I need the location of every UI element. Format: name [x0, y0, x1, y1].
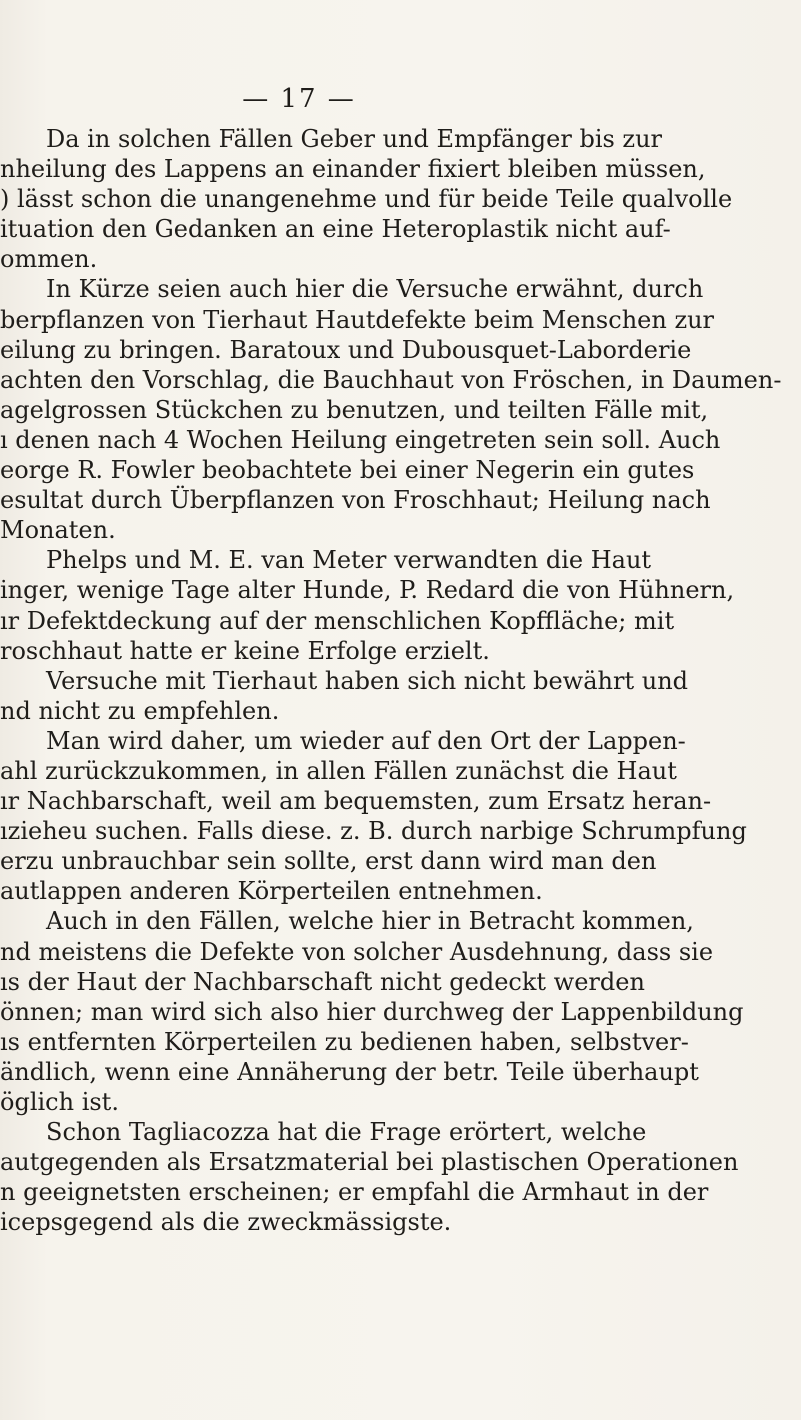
- text-line: ıs der Haut der Nachbarschaft nicht gedeckt werden: [0, 967, 645, 996]
- text-line: nheilung des Lappens an einander fixiert bleiben müssen,: [0, 155, 706, 184]
- text-line: In Kürze seien auch hier die Versuche erwähnt, durch: [46, 275, 704, 304]
- text-line: ır Nachbarschaft, weil am bequemsten, zum Ersatz heran-: [0, 787, 712, 816]
- text-line: eorge R. Fowler beobachtete bei einer Negerin ein gutes: [0, 456, 695, 485]
- text-line: ituation den Gedanken an eine Heteroplastik nicht auf-: [0, 215, 671, 244]
- text-line: autlappen anderen Körperteilen entnehmen.: [0, 877, 543, 906]
- text-line: öglich ist.: [0, 1088, 119, 1116]
- text-line: roschhaut hatte er keine Erfolge erzielt.: [0, 636, 490, 665]
- text-line: eilung zu bringen. Baratoux und Dubousquet-Laborderie: [0, 335, 692, 364]
- text-line: esultat durch Überpflanzen von Froschhaut; Heilung nach: [0, 486, 711, 515]
- text-line: nd nicht zu empfehlen.: [0, 696, 280, 725]
- text-line: ı denen nach 4 Wochen Heilung eingetreten sein soll. Auch: [0, 425, 721, 454]
- text-line: Man wird daher, um wieder auf den Ort der Lappen-: [46, 726, 686, 755]
- text-line: ) lässt schon die unangenehme und für beide Teile qualvolle: [0, 185, 733, 214]
- text-line: achten den Vorschlag, die Bauchhaut von Fröschen, in Daumen-: [0, 365, 782, 394]
- text-line: ır Defektdeckung auf der menschlichen Kopffläche; mit: [0, 606, 675, 635]
- body-text: [0, 124, 790, 1237]
- text-line: berpflanzen von Tierhaut Hautdefekte beim Menschen zur: [0, 305, 715, 334]
- text-line: önnen; man wird sich also hier durchweg der Lappenbildung: [0, 997, 744, 1026]
- text-line: Da in solchen Fällen Geber und Empfänger bis zur: [46, 125, 663, 153]
- text-line: nd meistens die Defekte von solcher Ausdehnung, dass sie: [0, 937, 714, 966]
- text-line: ahl zurückzukommen, in allen Fällen zunächst die Haut: [0, 756, 677, 785]
- text-line: inger, wenige Tage alter Hunde, P. Redard die von Hühnern,: [0, 576, 735, 605]
- page-number: — 17 —: [242, 84, 356, 114]
- text-line: agelgrossen Stückchen zu benutzen, und teilten Fälle mit,: [0, 395, 709, 424]
- text-line: ommen.: [0, 245, 98, 274]
- text-line: erzu unbrauchbar sein sollte, erst dann wird man den: [0, 847, 657, 876]
- text-line: autgegenden als Ersatzmaterial bei plastischen Operationen: [0, 1148, 739, 1177]
- text-line: Monaten.: [0, 516, 116, 545]
- text-line: icepsgegend als die zweckmässigste.: [0, 1208, 452, 1237]
- text-line: ändlich, wenn eine Annäherung der betr. Teile überhaupt: [0, 1057, 699, 1086]
- text-line: Phelps und M. E. van Meter verwandten die Haut: [46, 546, 652, 575]
- text-line: Versuche mit Tierhaut haben sich nicht bewährt und: [46, 666, 689, 695]
- text-line: ıs entfernten Körperteilen zu bedienen haben, selbstver-: [0, 1027, 689, 1056]
- text-line: ızieheu suchen. Falls diese. z. B. durch narbige Schrumpfung: [0, 817, 747, 846]
- text-line: n geeignetsten erscheinen; er empfahl die Armhaut in der: [0, 1178, 709, 1207]
- text-line: Schon Tagliacozza hat die Frage erörtert, welche: [46, 1118, 647, 1147]
- text-line: Auch in den Fällen, welche hier in Betracht kommen,: [46, 907, 694, 936]
